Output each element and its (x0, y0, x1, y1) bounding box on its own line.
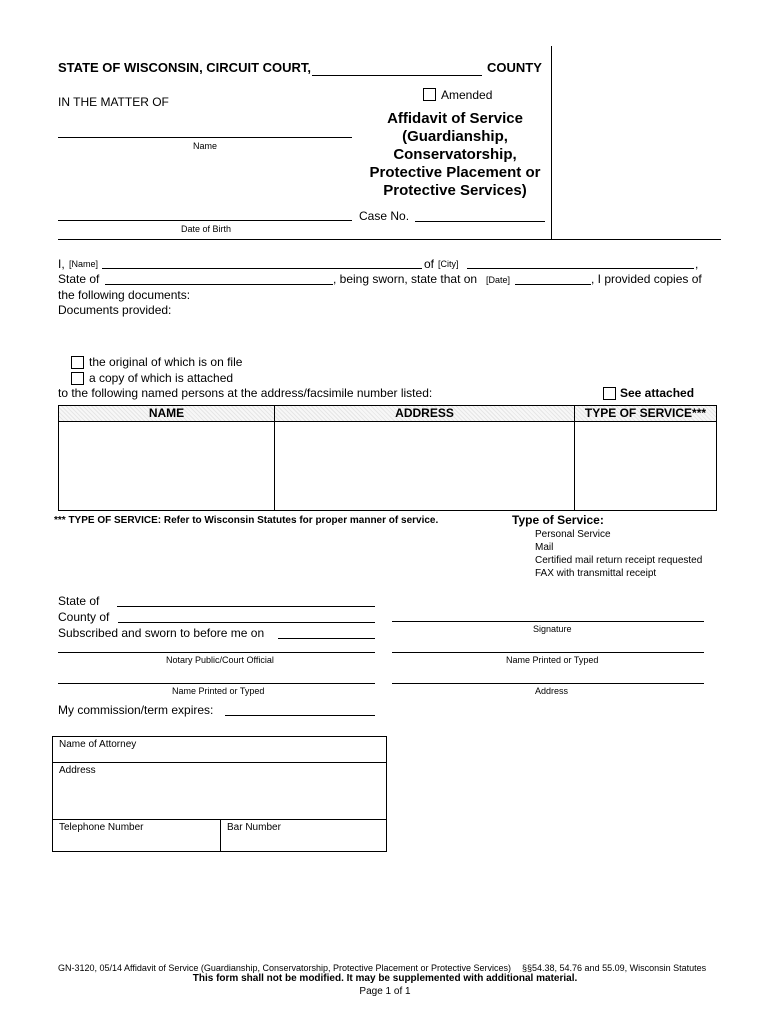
being-sworn: , being sworn, state that on (333, 272, 478, 286)
affiant-address-label: Address (535, 686, 569, 696)
column-header-address: ADDRESS (274, 405, 575, 422)
comma: , (695, 257, 699, 271)
attorney-phone-field[interactable]: Telephone Number (59, 822, 144, 833)
title-line-2: (Guardianship, (402, 128, 508, 145)
attorney-bar-number-field[interactable]: Bar Number (227, 822, 281, 833)
service-note: *** TYPE OF SERVICE: Refer to Wisconsin Statutes for proper manner of service. (54, 515, 439, 526)
table-cell-address[interactable] (274, 421, 575, 511)
service-option: Mail (535, 542, 554, 553)
attorney-row-divider (52, 762, 387, 763)
court-heading: STATE OF WISCONSIN, CIRCUIT COURT, (58, 60, 312, 75)
documents-provided: Documents provided: (58, 303, 172, 317)
date-blank[interactable] (515, 284, 591, 285)
name-label: Name (193, 141, 218, 151)
attorney-address-field[interactable]: Address (59, 765, 96, 776)
case-no-blank[interactable] (415, 221, 545, 222)
of-label: of (424, 257, 435, 271)
subscribed-label: Subscribed and sworn to before me on (58, 626, 265, 640)
statutes: §§54.38, 54.76 and 55.09, Wisconsin Statutes (522, 963, 707, 973)
title-line-3: Conservatorship, (393, 146, 517, 163)
state-blank[interactable] (105, 284, 333, 285)
commission-label: My commission/term expires: (58, 703, 214, 717)
page-number: Page 1 of 1 (359, 986, 411, 997)
notary-signature-line[interactable] (58, 652, 375, 653)
date-tag: [Date] (486, 275, 511, 285)
notary-county-blank[interactable] (118, 622, 375, 623)
dob-label: Date of Birth (181, 224, 232, 234)
dob-blank[interactable] (58, 220, 352, 221)
notary-state-blank[interactable] (117, 606, 375, 607)
column-header-type-of-service: TYPE OF SERVICE*** (574, 405, 717, 422)
subscribed-date-blank[interactable] (278, 638, 375, 639)
notary-name-printed-label: Name Printed or Typed (172, 686, 265, 696)
service-option: Certified mail return receipt requested (535, 555, 703, 566)
form-id: GN-3120, 05/14 Affidavit of Service (Guardianship, Conservatorship, Protective Placement or Protective Services) (58, 963, 512, 973)
amended-label: Amended (441, 88, 493, 102)
type-of-service-heading: Type of Service: (512, 513, 604, 527)
state-of-label: State of (58, 272, 100, 286)
notary-county-label: County of (58, 610, 110, 624)
see-attached-label: See attached (620, 386, 695, 400)
affiant-address-line[interactable] (392, 683, 704, 684)
see-attached-checkbox[interactable] (603, 387, 616, 400)
title-line-1: Affidavit of Service (387, 110, 523, 127)
notary-state-label: State of (58, 594, 100, 608)
name-blank[interactable] (58, 137, 352, 138)
form-title (355, 110, 555, 200)
service-option: Personal Service (535, 529, 611, 540)
city-tag: [City] (438, 259, 459, 269)
caption-bottom-rule (58, 239, 721, 240)
i-prefix: I, (58, 257, 65, 271)
table-cell-name[interactable] (58, 421, 275, 511)
affiant-name-printed-label: Name Printed or Typed (506, 655, 599, 665)
to-following-persons: to the following named persons at the address/facsimile number listed: (58, 386, 433, 400)
original-on-file-label: the original of which is on file (89, 355, 243, 369)
table-cell-type-of-service[interactable] (574, 421, 717, 511)
amended-checkbox[interactable] (423, 88, 436, 101)
provided-copies: , I provided copies of (591, 272, 702, 286)
notary-official-label: Notary Public/Court Official (166, 655, 274, 665)
title-line-5: Protective Services) (383, 182, 527, 199)
city-blank[interactable] (467, 268, 694, 269)
title-line-4: Protective Placement or (369, 164, 541, 181)
following-documents: the following documents: (58, 288, 191, 302)
in-the-matter-of: IN THE MATTER OF (58, 95, 169, 109)
signature-label: Signature (533, 624, 572, 634)
original-on-file-checkbox[interactable] (71, 356, 84, 369)
attorney-name-field[interactable]: Name of Attorney (59, 739, 137, 750)
copy-attached-label: a copy of which is attached (89, 371, 234, 385)
attorney-col-divider (220, 819, 221, 852)
case-no-label: Case No. (359, 209, 410, 223)
county-label: COUNTY (487, 60, 542, 75)
notary-name-line[interactable] (58, 683, 375, 684)
affiant-name-line[interactable] (392, 652, 704, 653)
service-option: FAX with transmittal receipt (535, 568, 657, 579)
county-blank[interactable] (312, 75, 482, 76)
name-tag: [Name] (69, 259, 99, 269)
modification-warning: This form shall not be modified. It may be supplemented with additional material. (192, 973, 578, 984)
column-header-name: NAME (58, 405, 275, 422)
affiant-signature-line[interactable] (392, 621, 704, 622)
commission-blank[interactable] (225, 715, 375, 716)
affiant-name-blank[interactable] (102, 268, 422, 269)
copy-attached-checkbox[interactable] (71, 372, 84, 385)
